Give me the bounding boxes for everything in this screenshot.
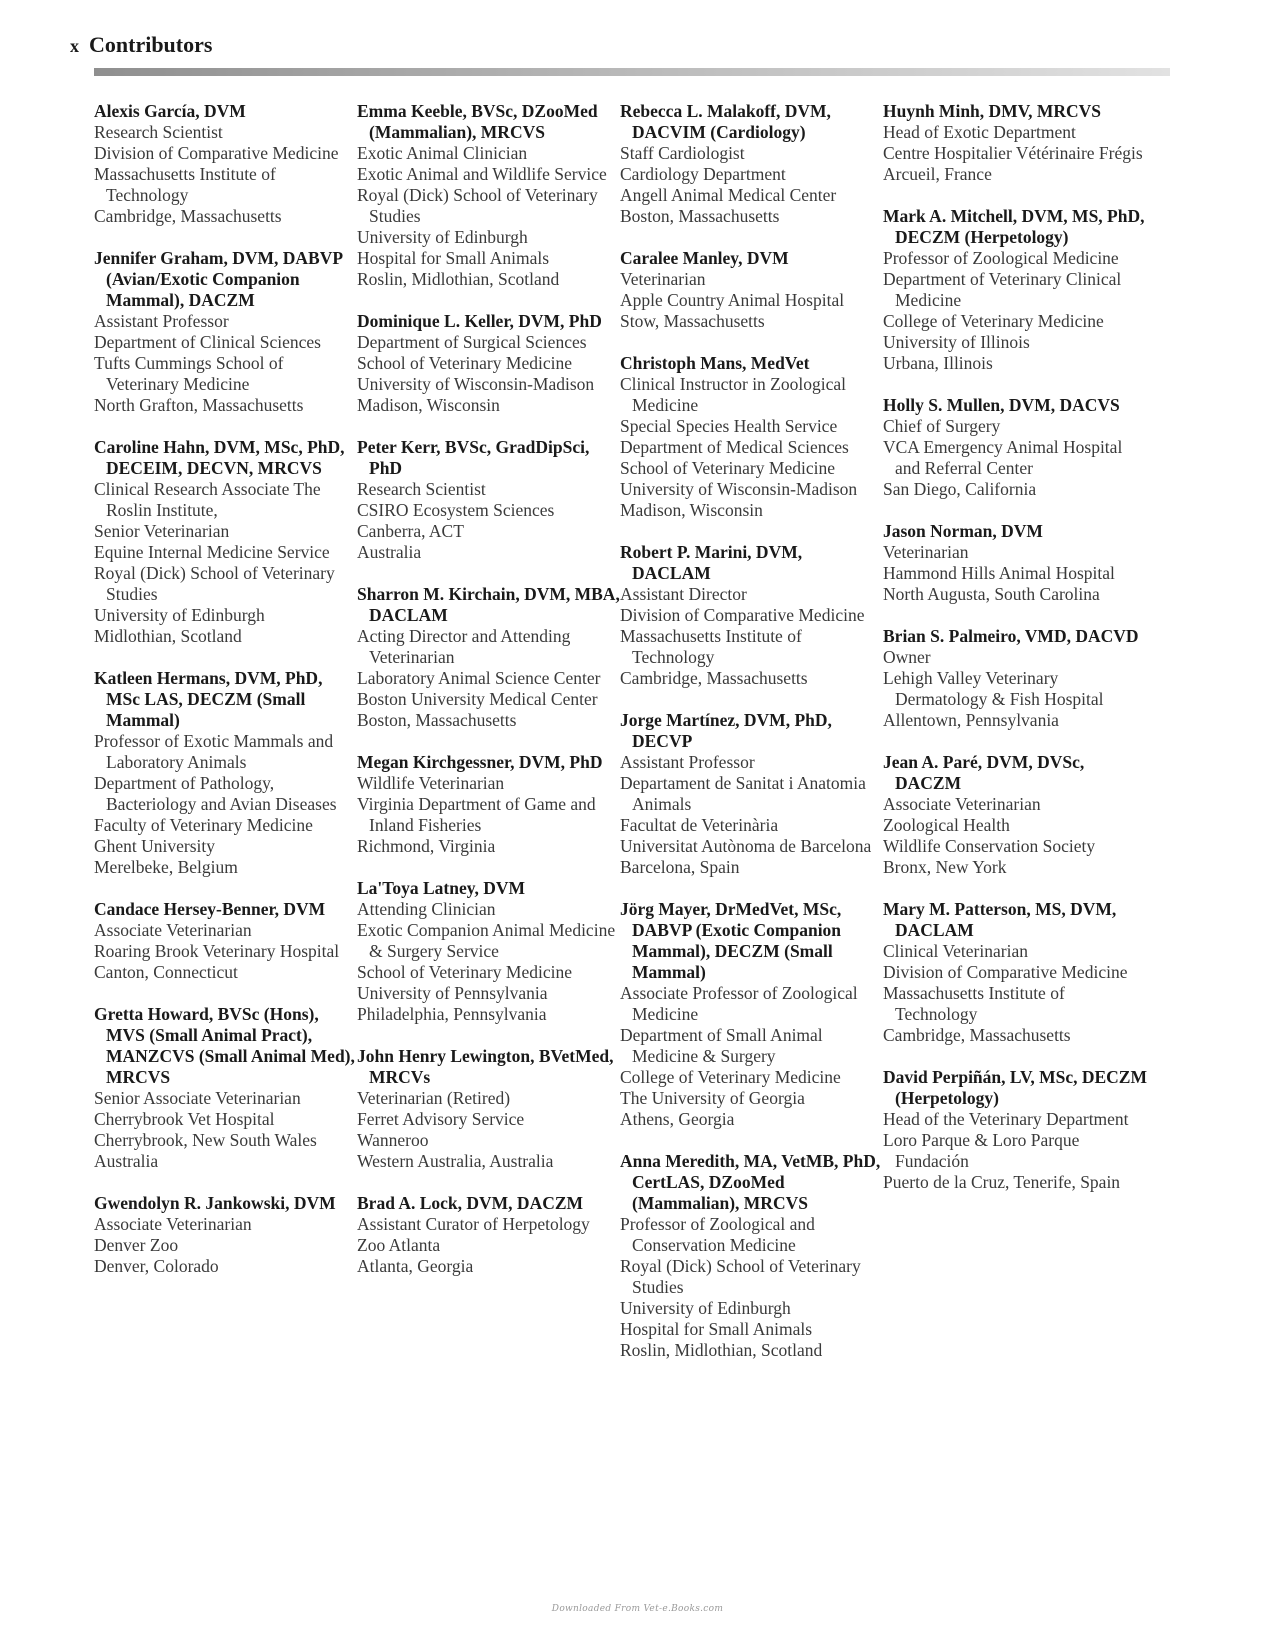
contributor-entry [94, 437, 359, 647]
contributor-affiliation-line: Centre Hospitalier Vétérinaire Frégis [883, 143, 1143, 163]
contributor-affiliation-line: Acting Director and Attending Veterinarian [357, 626, 571, 667]
contributor-entry [94, 248, 359, 416]
contributor-affiliation-line: Faculty of Veterinary Medicine [94, 815, 313, 835]
contributor-affiliation-line: Equine Internal Medicine Service [94, 542, 330, 562]
contributor-affiliation-line: Division of Comparative Medicine [94, 143, 339, 163]
contributor-affiliation-line: Royal (Dick) School of Veterinary Studies [357, 185, 598, 226]
contributor-affiliation-line: Zoo Atlanta [357, 1235, 441, 1255]
contributor-affiliation-line: School of Veterinary Medicine [620, 458, 835, 478]
contributor-name: Emma Keeble, BVSc, DZooMed (Mammalian), MRCVS [357, 101, 598, 142]
contributor-name: Jorge Martínez, DVM, PhD, DECVP [620, 710, 832, 751]
contributor-affiliation-line: Wildlife Conservation Society [883, 836, 1096, 856]
contributor-entry [883, 206, 1148, 374]
contributor-entry [357, 437, 622, 563]
contributor-affiliation-line: Department of Medical Sciences [620, 437, 849, 457]
contributor-affiliation-line: Universitat Autònoma de Barcelona [620, 836, 872, 856]
contributor-name: Caroline Hahn, DVM, MSc, PhD, DECEIM, DECVN, MRCVS [94, 437, 345, 478]
contributor-affiliation-line: Australia [94, 1151, 159, 1171]
contributor-affiliation-line: Assistant Professor [620, 752, 755, 772]
page-header [70, 32, 212, 58]
contributor-entry [94, 101, 359, 227]
contributor-affiliation-line: Massachusetts Institute of Technology [883, 983, 1065, 1024]
contributor-affiliation-line: Denver Zoo [94, 1235, 179, 1255]
watermark: Downloaded From Vet-e.Books.com [551, 1604, 724, 1614]
contributor-affiliation-line: College of Veterinary Medicine [620, 1067, 841, 1087]
contributor-name: Caralee Manley, DVM [620, 248, 789, 268]
contributor-affiliation-line: Head of Exotic Department [883, 122, 1076, 142]
contributor-affiliation-line: University of Edinburgh [620, 1298, 791, 1318]
contributor-affiliation-line: Department of Veterinary Clinical Medicine [883, 269, 1122, 310]
contributor-affiliation-line: Australia [357, 542, 422, 562]
contributor-name: Mary M. Patterson, MS, DVM, DACLAM [883, 899, 1117, 940]
contributor-affiliation-line: Department of Surgical Sciences [357, 332, 587, 352]
contributor-affiliation-line: Professor of Exotic Mammals and Laboratory Animals [94, 731, 334, 772]
contributor-affiliation-line: College of Veterinary Medicine [883, 311, 1104, 331]
contributor-affiliation-line: Associate Veterinarian [94, 1214, 252, 1234]
contributor-affiliation-line: Associate Veterinarian [94, 920, 252, 940]
contributor-affiliation-line: Angell Animal Medical Center [620, 185, 837, 205]
contributor-affiliation-line: Veterinarian [883, 542, 969, 562]
contributor-affiliation-line: Roslin, Midlothian, Scotland [357, 269, 560, 289]
contributor-entry [357, 752, 622, 857]
contributor-name: Holly S. Mullen, DVM, DACVS [883, 395, 1120, 415]
contributor-affiliation-line: Assistant Professor [94, 311, 229, 331]
contributor-affiliation-line: Assistant Director [620, 584, 747, 604]
contributor-affiliation-line: Hospital for Small Animals [620, 1319, 813, 1339]
contributor-affiliation-line: Apple Country Animal Hospital [620, 290, 845, 310]
page-number: x [70, 36, 79, 56]
contributor-name: Sharron M. Kirchain, DVM, MBA, DACLAM [357, 584, 620, 625]
contributor-name: Jean A. Paré, DVM, DVSc, DACZM [883, 752, 1085, 793]
contributor-affiliation-line: University of Illinois [883, 332, 1030, 352]
contributor-affiliation-line: Clinical Research Associate The Roslin Institute, [94, 479, 321, 520]
contributor-affiliation-line: The University of Georgia [620, 1088, 805, 1108]
contributor-affiliation-line: Boston, Massachusetts [620, 206, 780, 226]
contributor-name: Robert P. Marini, DVM, DACLAM [620, 542, 803, 583]
contributor-affiliation-line: University of Pennsylvania [357, 983, 548, 1003]
contributor-affiliation-line: North Grafton, Massachusetts [94, 395, 304, 415]
contributor-affiliation-line: Research Scientist [357, 479, 486, 499]
contributor-entry [883, 899, 1148, 1046]
contributor-affiliation-line: Tufts Cummings School of Veterinary Medicine [94, 353, 284, 394]
contributor-name: Gwendolyn R. Jankowski, DVM [94, 1193, 336, 1213]
contributor-name: Brian S. Palmeiro, VMD, DACVD [883, 626, 1139, 646]
contributor-affiliation-line: Departament de Sanitat i Anatomia Animals [620, 773, 866, 814]
contributor-affiliation-line: Virginia Department of Game and Inland Fisheries [357, 794, 596, 835]
contributor-affiliation-line: North Augusta, South Carolina [883, 584, 1100, 604]
contributor-entry [883, 395, 1148, 500]
contributor-name: David Perpiñán, LV, MSc, DECZM (Herpetology) [883, 1067, 1147, 1108]
contributor-affiliation-line: Assistant Curator of Herpetology [357, 1214, 590, 1234]
contributor-name: Candace Hersey-Benner, DVM [94, 899, 326, 919]
contributor-affiliation-line: Attending Clinician [357, 899, 496, 919]
contributor-affiliation-line: University of Edinburgh [94, 605, 265, 625]
contributor-entry [94, 1004, 359, 1172]
contributor-affiliation-line: Hammond Hills Animal Hospital [883, 563, 1115, 583]
contributor-affiliation-line: School of Veterinary Medicine [357, 353, 572, 373]
contributor-entry [620, 353, 885, 521]
contributor-name: Huynh Minh, DMV, MRCVS [883, 101, 1101, 121]
contributor-name: John Henry Lewington, BVetMed, MRCVs [357, 1046, 614, 1087]
contributor-affiliation-line: Cardiology Department [620, 164, 786, 184]
contributor-affiliation-line: Head of the Veterinary Department [883, 1109, 1129, 1129]
contributor-affiliation-line: Loro Parque & Loro Parque Fundación [883, 1130, 1080, 1171]
contributor-name: Gretta Howard, BVSc (Hons), MVS (Small Animal Pract), MANZCVS (Small Animal Med), MRCVS [94, 1004, 355, 1087]
contributor-entry [357, 101, 622, 290]
contributor-entry [357, 1193, 622, 1277]
contributor-affiliation-line: Cambridge, Massachusetts [94, 206, 282, 226]
contributor-affiliation-line: Madison, Wisconsin [357, 395, 500, 415]
contributor-affiliation-line: Bronx, New York [883, 857, 1007, 877]
contributor-affiliation-line: Cambridge, Massachusetts [620, 668, 808, 688]
contributor-affiliation-line: Associate Professor of Zoological Medicine [620, 983, 858, 1024]
contributor-name: Brad A. Lock, DVM, DACZM [357, 1193, 584, 1213]
contributor-entry [620, 542, 885, 689]
contributor-entry [94, 668, 359, 878]
contributor-affiliation-line: Exotic Animal Clinician [357, 143, 528, 163]
contributor-entry [620, 248, 885, 332]
contributor-affiliation-line: University of Edinburgh [357, 227, 528, 247]
contributor-affiliation-line: Owner [883, 647, 931, 667]
contributor-affiliation-line: Hospital for Small Animals [357, 248, 550, 268]
contributor-affiliation-line: Senior Associate Veterinarian [94, 1088, 301, 1108]
contributor-affiliation-line: Cherrybrook, New South Wales [94, 1130, 317, 1150]
contributor-affiliation-line: Facultat de Veterinària [620, 815, 779, 835]
contributor-entry [883, 626, 1148, 731]
contributor-entry [357, 584, 622, 731]
contributor-affiliation-line: Zoological Health [883, 815, 1010, 835]
contributor-entry [620, 1151, 885, 1361]
contributor-affiliation-line: Veterinarian [620, 269, 706, 289]
contributor-affiliation-line: Special Species Health Service [620, 416, 838, 436]
contributor-column [620, 101, 885, 1382]
contributor-affiliation-line: Cherrybrook Vet Hospital [94, 1109, 275, 1129]
contributor-affiliation-line: Canton, Connecticut [94, 962, 238, 982]
contributor-affiliation-line: Professor of Zoological Medicine [883, 248, 1119, 268]
contributor-name: Christoph Mans, MedVet [620, 353, 810, 373]
contributor-affiliation-line: Western Australia, Australia [357, 1151, 554, 1171]
contributor-name: Katleen Hermans, DVM, PhD, MSc LAS, DECZM (Small Mammal) [94, 668, 323, 730]
contributor-affiliation-line: Department of Small Animal Medicine & Surgery [620, 1025, 823, 1066]
contributor-entry [883, 1067, 1148, 1193]
contributor-entry [883, 752, 1148, 878]
contributor-name: Jörg Mayer, DrMedVet, MSc, DABVP (Exotic Companion Mammal), DECZM (Small Mammal) [620, 899, 842, 982]
contributor-name: Megan Kirchgessner, DVM, PhD [357, 752, 603, 772]
contributor-affiliation-line: Canberra, ACT [357, 521, 464, 541]
contributor-affiliation-line: School of Veterinary Medicine [357, 962, 572, 982]
contributor-affiliation-line: Division of Comparative Medicine [620, 605, 865, 625]
contributor-affiliation-line: Arcueil, France [883, 164, 992, 184]
contributor-entry [620, 710, 885, 878]
contributor-affiliation-line: Boston, Massachusetts [357, 710, 517, 730]
contributor-affiliation-line: Urbana, Illinois [883, 353, 993, 373]
contributor-affiliation-line: Laboratory Animal Science Center [357, 668, 601, 688]
contributor-affiliation-line: Stow, Massachusetts [620, 311, 765, 331]
contributor-affiliation-line: Research Scientist [94, 122, 223, 142]
contributor-affiliation-line: Allentown, Pennsylvania [883, 710, 1059, 730]
contributor-entry [94, 899, 359, 983]
contributor-affiliation-line: Puerto de la Cruz, Tenerife, Spain [883, 1172, 1121, 1192]
contributor-column [357, 101, 622, 1298]
contributor-name: Peter Kerr, BVSc, GradDipSci, PhD [357, 437, 590, 478]
contributor-affiliation-line: Barcelona, Spain [620, 857, 740, 877]
contributor-affiliation-line: Department of Pathology, Bacteriology and Avian Diseases [94, 773, 337, 814]
contributor-affiliation-line: Madison, Wisconsin [620, 500, 763, 520]
contributor-affiliation-line: Veterinarian (Retired) [357, 1088, 511, 1108]
contributor-affiliation-line: Clinical Veterinarian [883, 941, 1028, 961]
contributor-name: Jason Norman, DVM [883, 521, 1043, 541]
contributor-affiliation-line: Professor of Zoological and Conservation Medicine [620, 1214, 815, 1255]
contributor-affiliation-line: Department of Clinical Sciences [94, 332, 321, 352]
contributor-affiliation-line: CSIRO Ecosystem Sciences [357, 500, 555, 520]
contributor-affiliation-line: Chief of Surgery [883, 416, 1001, 436]
contributor-name: Rebecca L. Malakoff, DVM, DACVIM (Cardiology) [620, 101, 831, 142]
contributor-affiliation-line: Denver, Colorado [94, 1256, 219, 1276]
contributor-affiliation-line: Wanneroo [357, 1130, 429, 1150]
contributor-entry [620, 101, 885, 227]
contributor-entry [357, 311, 622, 416]
contributor-affiliation-line: Exotic Animal and Wildlife Service [357, 164, 607, 184]
contributor-affiliation-line: Massachusetts Institute of Technology [94, 164, 276, 205]
contributor-entry [883, 521, 1148, 605]
contributor-affiliation-line: Lehigh Valley Veterinary Dermatology & Fish Hospital [883, 668, 1104, 709]
contributor-name: Anna Meredith, MA, VetMB, PhD, CertLAS, DZooMed (Mammalian), MRCVS [620, 1151, 881, 1213]
contributor-affiliation-line: Massachusetts Institute of Technology [620, 626, 802, 667]
contributor-affiliation-line: Royal (Dick) School of Veterinary Studies [94, 563, 335, 604]
contributor-affiliation-line: Royal (Dick) School of Veterinary Studies [620, 1256, 861, 1297]
contributor-affiliation-line: Division of Comparative Medicine [883, 962, 1128, 982]
contributor-entry [357, 1046, 622, 1172]
contributor-entry [357, 878, 622, 1025]
contributor-affiliation-line: Ferret Advisory Service [357, 1109, 525, 1129]
contributor-affiliation-line: Boston University Medical Center [357, 689, 598, 709]
contributor-affiliation-line: Wildlife Veterinarian [357, 773, 505, 793]
contributor-affiliation-line: VCA Emergency Animal Hospital and Referral Center [883, 437, 1123, 478]
contributor-name: Mark A. Mitchell, DVM, MS, PhD, DECZM (Herpetology) [883, 206, 1145, 247]
contributor-affiliation-line: Midlothian, Scotland [94, 626, 242, 646]
contributor-affiliation-line: Philadelphia, Pennsylvania [357, 1004, 547, 1024]
contributor-affiliation-line: Roslin, Midlothian, Scotland [620, 1340, 823, 1360]
contributor-entry [620, 899, 885, 1130]
contributor-column [94, 101, 359, 1298]
contributor-name: Jennifer Graham, DVM, DABVP (Avian/Exotic Companion Mammal), DACZM [94, 248, 343, 310]
contributor-affiliation-line: Merelbeke, Belgium [94, 857, 238, 877]
contributor-affiliation-line: Senior Veterinarian [94, 521, 230, 541]
contributor-affiliation-line: Exotic Companion Animal Medicine & Surgery Service [357, 920, 616, 961]
contributor-affiliation-line: Athens, Georgia [620, 1109, 735, 1129]
page-title: Contributors [89, 32, 213, 57]
contributor-affiliation-line: Staff Cardiologist [620, 143, 745, 163]
contributor-name: Alexis García, DVM [94, 101, 246, 121]
contributor-affiliation-line: Atlanta, Georgia [357, 1256, 474, 1276]
contributor-affiliation-line: San Diego, California [883, 479, 1037, 499]
contributor-column [883, 101, 1148, 1214]
contributor-name: Dominique L. Keller, DVM, PhD [357, 311, 602, 331]
contributor-name: La'Toya Latney, DVM [357, 878, 526, 898]
contributor-affiliation-line: Associate Veterinarian [883, 794, 1041, 814]
header-rule [94, 68, 1170, 76]
contributor-affiliation-line: Richmond, Virginia [357, 836, 496, 856]
contributor-entry [94, 1193, 359, 1277]
contributor-affiliation-line: University of Wisconsin-Madison [620, 479, 858, 499]
contributor-entry [883, 101, 1148, 185]
contributor-affiliation-line: Ghent University [94, 836, 216, 856]
contributor-affiliation-line: Cambridge, Massachusetts [883, 1025, 1071, 1045]
contributor-affiliation-line: Roaring Brook Veterinary Hospital [94, 941, 340, 961]
contributor-affiliation-line: Clinical Instructor in Zoological Medicine [620, 374, 846, 415]
contributor-affiliation-line: University of Wisconsin-Madison [357, 374, 595, 394]
